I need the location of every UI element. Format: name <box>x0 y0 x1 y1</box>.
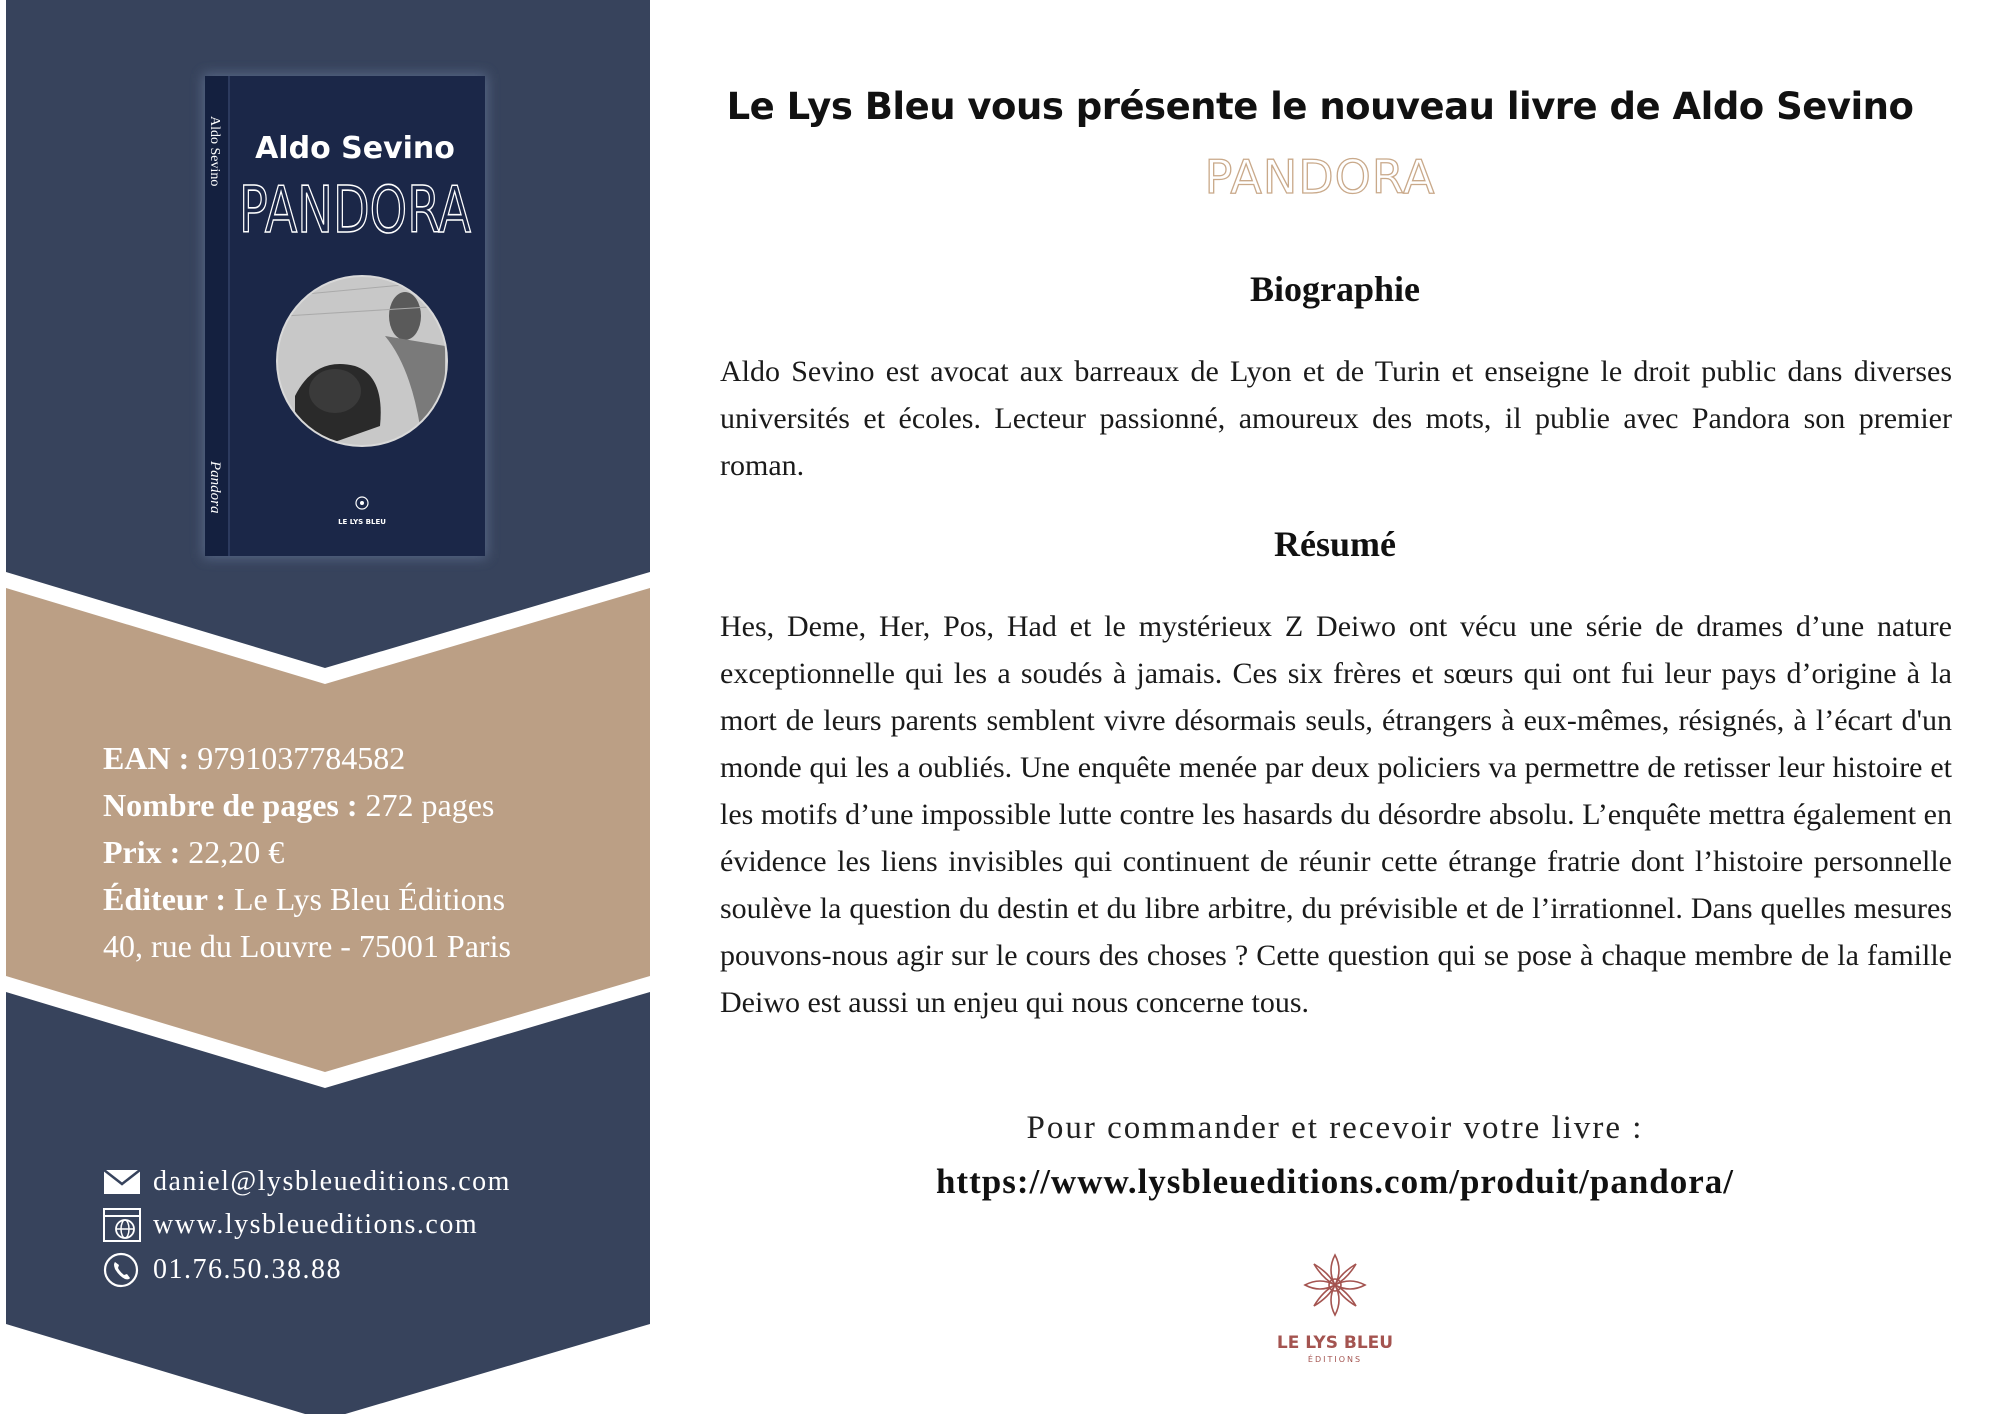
summary-text: Hes, Deme, Her, Pos, Had et le mystérieux Z Deiwo ont vécu une série de drames d’une nature exceptionnelle qui les a soudés à jamais. Ces six frères et sœurs qui ont fui leur pays d’origine à la mort de leurs parents semblent vivre désormais seuls, étrangers à eux-mêmes, résignés, à l’écart d'un monde qui les a oubliés. Une enquête menée par deux policiers va permettre de retisser leur histoire et les motifs d’une impossible lutte contre les hasards du désordre absolu. L’enquête mettra également en évidence les liens invisibles qui continuent de réunir cette étrange fratrie dont l’histoire personnelle soulève la question du destin et du libre arbitre, du prévisible et de l’irrationnel. Dans quelles mesures pouvons-nous agir sur le cours des choses ? Cette question qui se pose à chaque membre de la famille Deiwo est aussi un enjeu qui nous concerne tous. <box>720 610 1952 1019</box>
biography-heading: Biographie <box>1249 269 1420 309</box>
lys-bleu-logo <box>1268 1250 1402 1370</box>
contact-phone[interactable] <box>103 1250 623 1290</box>
contact-email[interactable] <box>103 1162 623 1202</box>
spine-author: Aldo Sevino <box>207 116 222 187</box>
phone-text[interactable]: 01.76.50.38.88 <box>153 1254 342 1285</box>
price-value: 22,20 € <box>188 834 285 870</box>
phone-icon <box>103 1252 141 1288</box>
website-text[interactable]: www.lysbleueditions.com <box>153 1209 479 1240</box>
envelope-icon <box>103 1169 141 1195</box>
pages-label: Nombre de pages : <box>103 787 358 823</box>
order-label: Pour commander et recevoir votre livre : <box>1026 1110 1644 1146</box>
email-text[interactable]: daniel@lysbleueditions.com <box>153 1166 511 1197</box>
cover-publisher: LE LYS BLEU <box>338 518 386 526</box>
logo-name: LE LYS BLEU <box>1276 1333 1394 1353</box>
cover-title: PANDORA <box>239 174 472 248</box>
cover-author: Aldo Sevino <box>255 131 455 166</box>
publisher-value: Le Lys Bleu Éditions <box>233 881 506 917</box>
flower-icon <box>1305 1255 1365 1315</box>
contact-website[interactable] <box>103 1205 623 1245</box>
publisher-line <box>103 876 623 923</box>
pages-value: 272 pages <box>365 787 495 823</box>
order-link[interactable]: https://www.lysbleueditions.com/produit/pandora/ <box>935 1162 1735 1201</box>
spine-title: Pandora <box>207 461 223 514</box>
biography-text: Aldo Sevino est avocat aux barreaux de Lyon et de Turin et enseigne le droit public dans diverses universités et écoles. Lecteur passionné, amoureux des mots, il publie avec Pandora son premier roman. <box>720 355 1952 482</box>
web-icon <box>103 1208 141 1242</box>
book-details <box>103 735 623 970</box>
publisher-label: Éditeur : <box>103 881 226 917</box>
pages-line <box>103 782 623 829</box>
summary-heading: Résumé <box>1274 524 1396 564</box>
page-title: Le Lys Bleu vous présente le nouveau livre de Aldo Sevino <box>726 85 1914 128</box>
price-label: Prix : <box>103 834 181 870</box>
book-cover <box>195 66 495 566</box>
book-title: PANDORA <box>1204 150 1436 204</box>
price-line <box>103 829 623 876</box>
ean-label: EAN : <box>103 740 190 776</box>
ean-value: 9791037784582 <box>197 740 406 776</box>
address-line: 40, rue du Louvre - 75001 Paris <box>103 928 511 964</box>
logo-sub: ÉDITIONS <box>1307 1355 1363 1364</box>
ean-line <box>103 735 623 782</box>
